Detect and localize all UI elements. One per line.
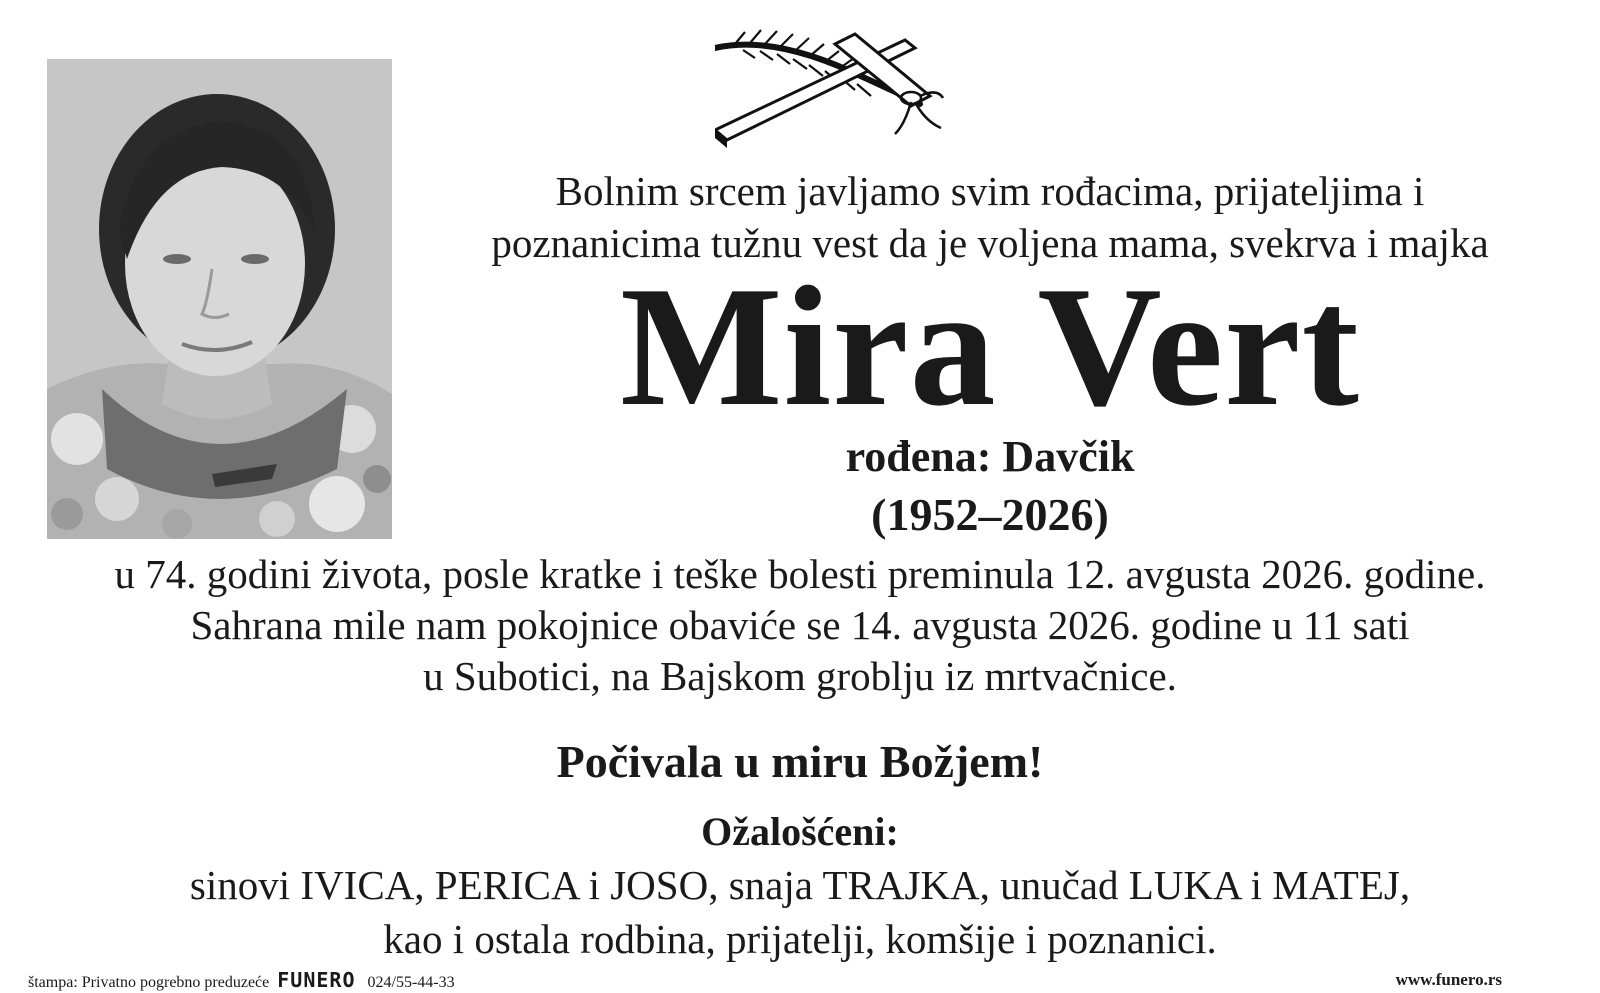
mourners-line: sinovi IVICA, PERICA i JOSO, snaja TRAJKA, unučad LUKA i MATEJ, — [189, 862, 1411, 908]
website-link[interactable]: www.funero.rs — [1395, 970, 1502, 989]
portrait-photo — [47, 59, 392, 539]
announcement-text — [0, 549, 1600, 702]
intro-line: poznanicima tužnu vest da je voljena mama, svekrva i majka — [491, 220, 1489, 266]
farewell-text: Počivala u miru Božjem! — [556, 736, 1044, 787]
cross-with-palm-icon — [715, 26, 960, 148]
maiden-name: rođena: Davčik — [845, 432, 1135, 481]
mourners-title: Ožalošćeni: — [701, 809, 899, 854]
print-label: štampa: Privatno pogrebno preduzeće — [28, 974, 270, 991]
phone-number: 024/55-44-33 — [367, 974, 455, 991]
announcement-line: Sahrana mile nam pokojnice obaviće se 14. avgusta 2026. godine u 11 sati — [190, 602, 1410, 648]
deceased-name: Mira Vert — [620, 252, 1360, 442]
intro-line: Bolnim srcem javljamo svim rođacima, prijateljima i — [555, 168, 1425, 214]
life-years: (1952–2026) — [871, 489, 1109, 540]
mourners-line: kao i ostala rodbina, prijatelji, komšije i poznanici. — [383, 916, 1217, 962]
announcement-line: u 74. godini života, posle kratke i teške bolesti preminula 12. avgusta 2026. godine. — [114, 551, 1486, 597]
funero-logo: FUNERO — [277, 968, 356, 992]
mourners-list — [0, 858, 1600, 966]
announcement-line: u Subotici, na Bajskom groblju iz mrtvačnice. — [423, 653, 1177, 699]
